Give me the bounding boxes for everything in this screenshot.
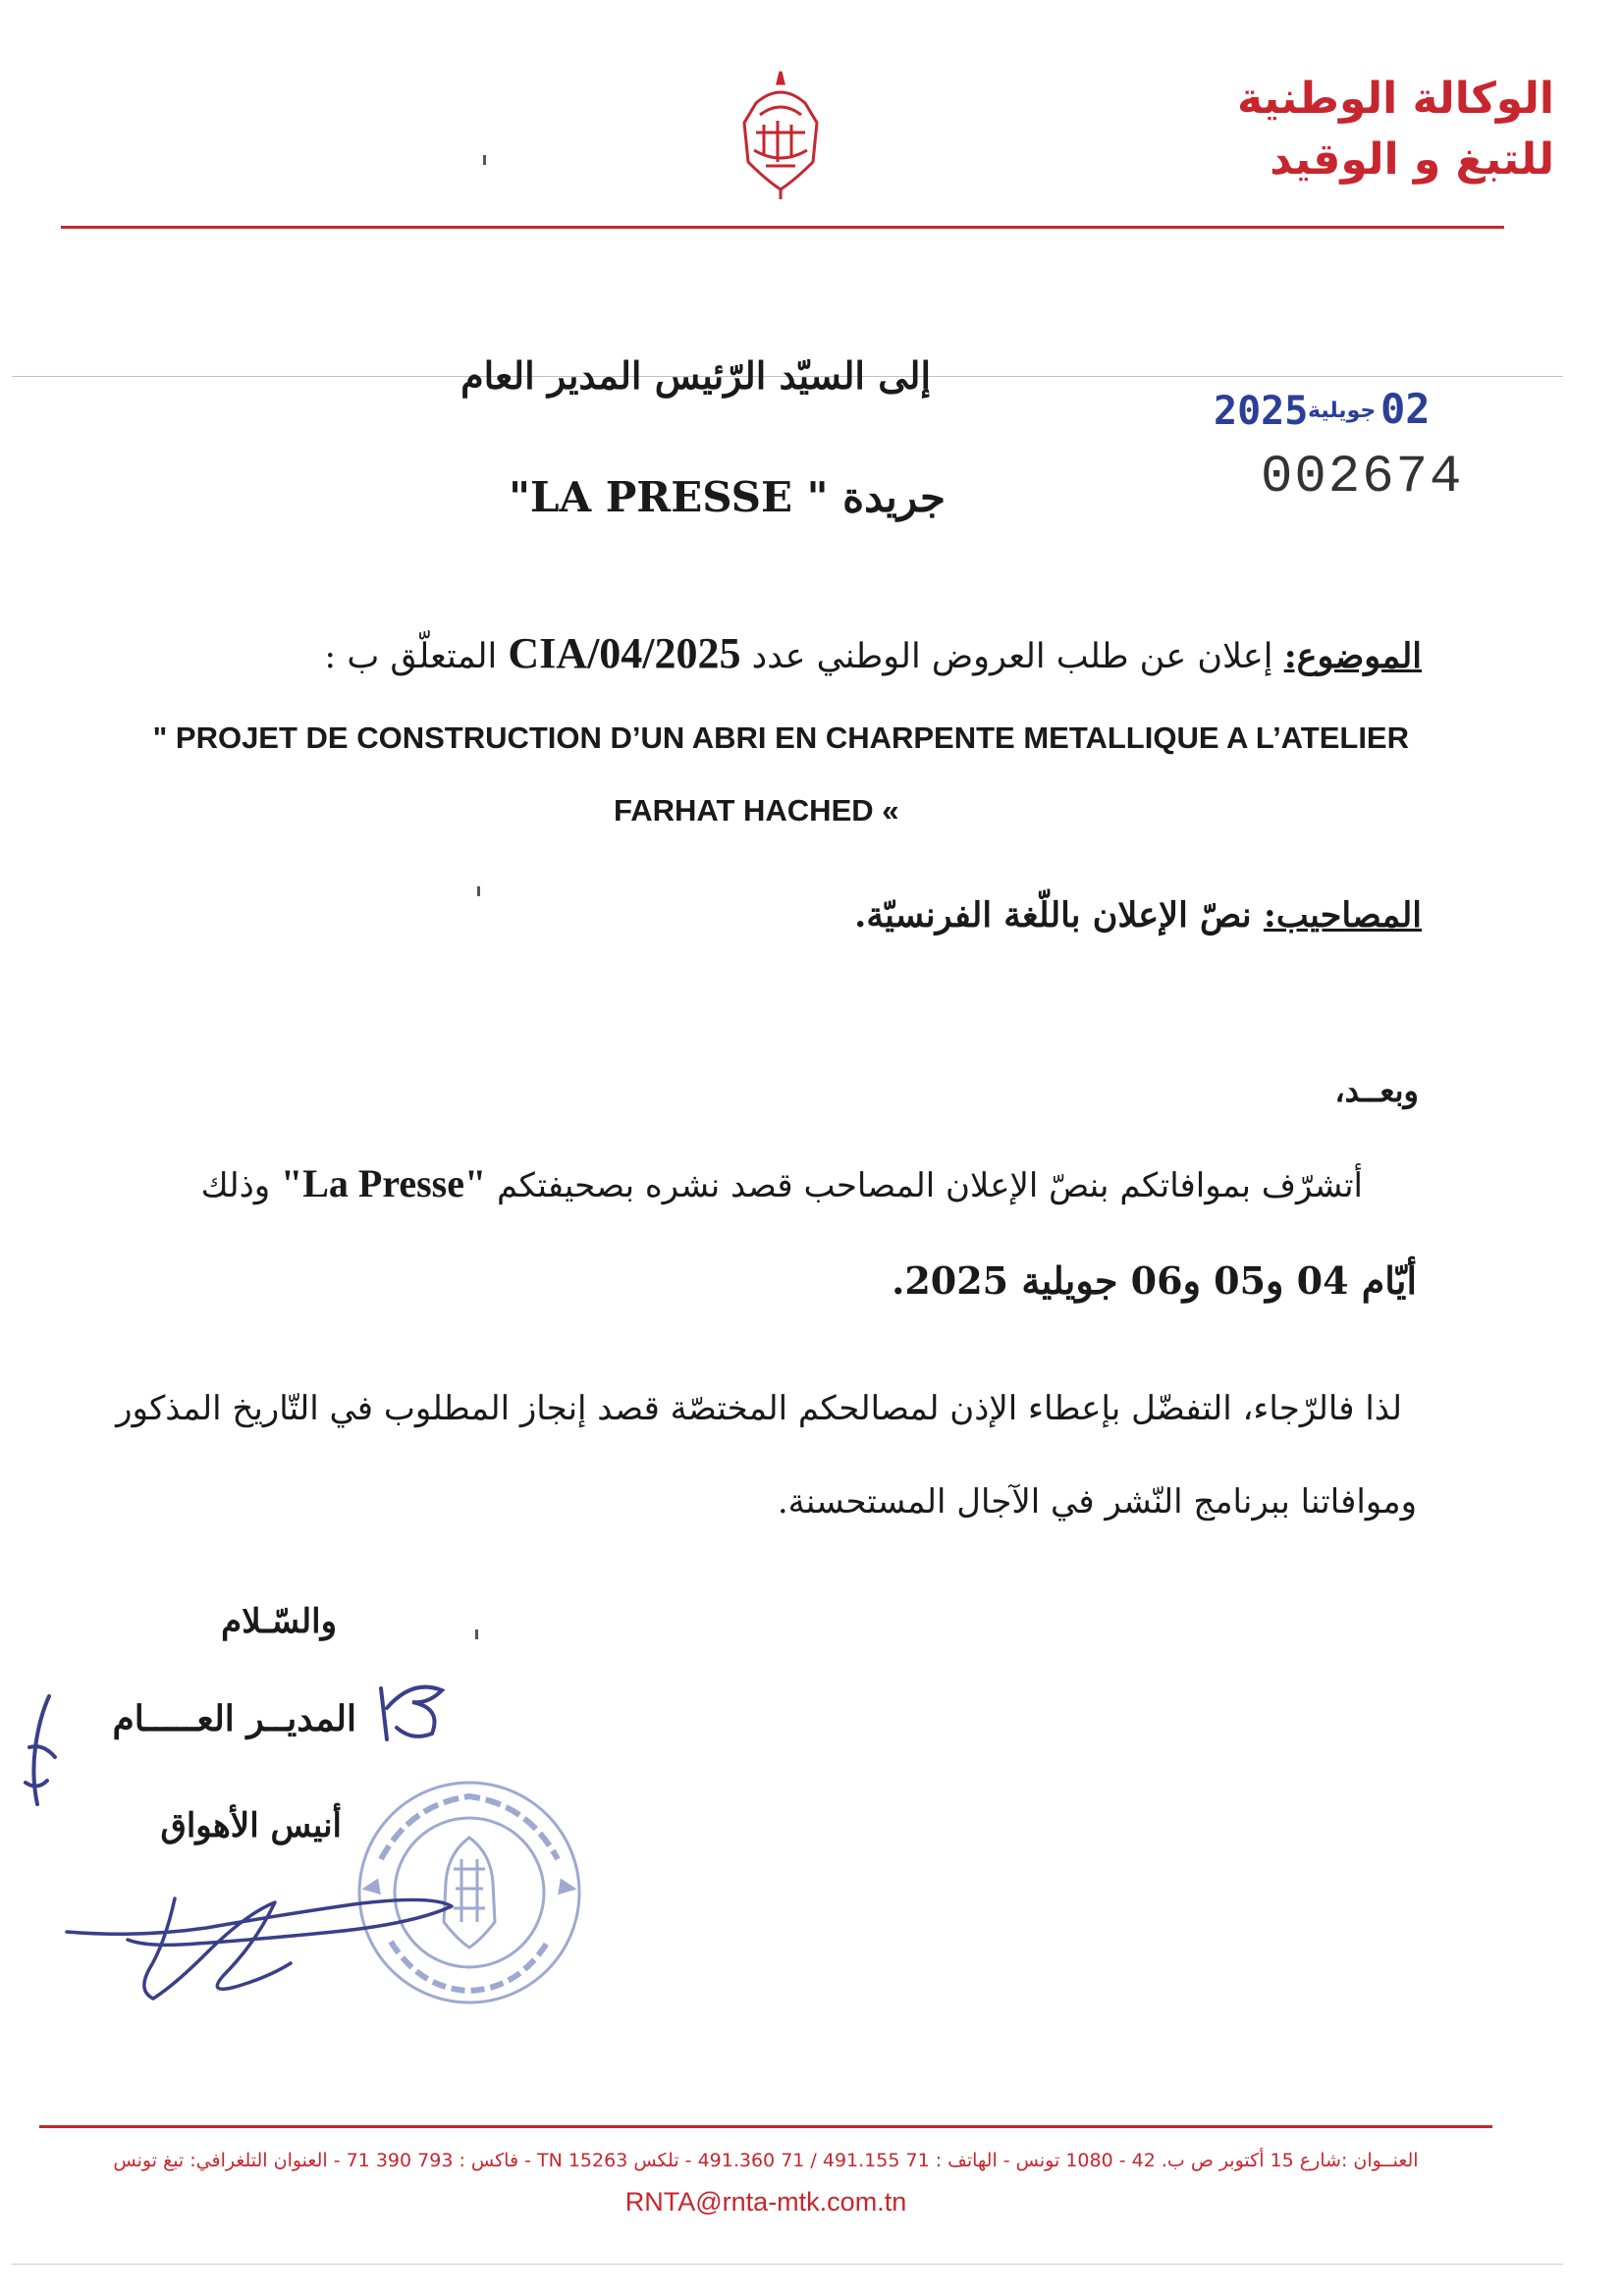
header-divider [61,226,1504,229]
subject-text-after: المتعلّق ب : [324,637,498,676]
publication-dates: أيّام 04 و05 و06 جويلية 2025. [892,1258,1417,1303]
subject-text-before: إعلان عن طلب العروض الوطني عدد [751,637,1273,676]
scan-speck [475,1629,478,1639]
scan-line [12,2264,1563,2265]
agency-name [1237,69,1554,190]
body-paragraph-1 [201,1160,1363,1206]
footer-address: العنــوان :شارع 15 أكتوبر ص ب. 42 - 1080 تونس - الهاتف : 71 491.155 / 71 491.360 - تلكس 15263 TN - فاكس : 793 390 71 - العنوان التلغرافي: تبغ تونس [113,2150,1419,2171]
subject-line [324,628,1422,678]
project-title-line2: FARHAT HACHED « [614,793,899,828]
closing-salutation: والسّـلام [221,1602,337,1641]
agency-name-line1: الوكالة الوطنية [1236,74,1554,124]
handwritten-margin-mark-icon [10,1688,69,1816]
stamp-year: 2025 [1214,389,1309,434]
tender-number: 2025/CIA/04 [508,629,741,677]
enclosure-line [854,895,1422,935]
handwritten-signature-icon [59,1885,471,2012]
body-paragraph-4: وموافاتنا ببرنامج النّشر في الآجال المستحسنة. [777,1482,1417,1522]
p1-text-after: وذلك [200,1166,271,1205]
footer-email: RNTA@rnta-mtk.com.tn [624,2187,907,2216]
scan-speck [477,886,480,896]
addressee-newspaper: جريدة " LA PRESSE" [509,473,946,521]
project-title-line1: " PROJET DE CONSTRUCTION D’UN ABRI EN CHARPENTE METALLIQUE A L’ATELIER [152,721,1409,755]
agency-logo-icon [727,64,835,201]
p1-newspaper-name: "La Presse" [281,1161,487,1205]
greeting: وبعــد، [1334,1072,1419,1109]
agency-name-line2: للتبغ و الوقيد [1270,134,1554,185]
scan-speck [483,155,486,165]
body-paragraph-3: لذا فالرّجاء، التفضّل بإعطاء الإذن لمصالحكم المختصّة قصد إنجاز المطلوب في التّاريخ المذكور [116,1389,1402,1428]
handwritten-initials-icon [373,1669,461,1747]
signatory-name: أنيس الأهواق [160,1806,342,1845]
stamp-day: 02 [1380,385,1431,433]
enclosure-text: نصّ الإعلان باللّغة الفرنسيّة. [854,895,1252,935]
addressee-title: إلى السيّد الرّئيس المدير العام [460,353,931,398]
subject-label: الموضوع: [1283,636,1422,676]
stamp-month: جويلية [1308,399,1377,423]
date-stamp [1214,385,1449,444]
reference-number: 002674 [1261,448,1464,507]
footer-divider [39,2125,1492,2128]
p1-text-before: أتشرّف بموافاتكم بنصّ الإعلان المصاحب قصد نشره بصحيفتكم [497,1166,1363,1205]
signatory-title: المديــر العـــــام [112,1698,356,1739]
enclosure-label: المصاحيب: [1263,895,1422,935]
